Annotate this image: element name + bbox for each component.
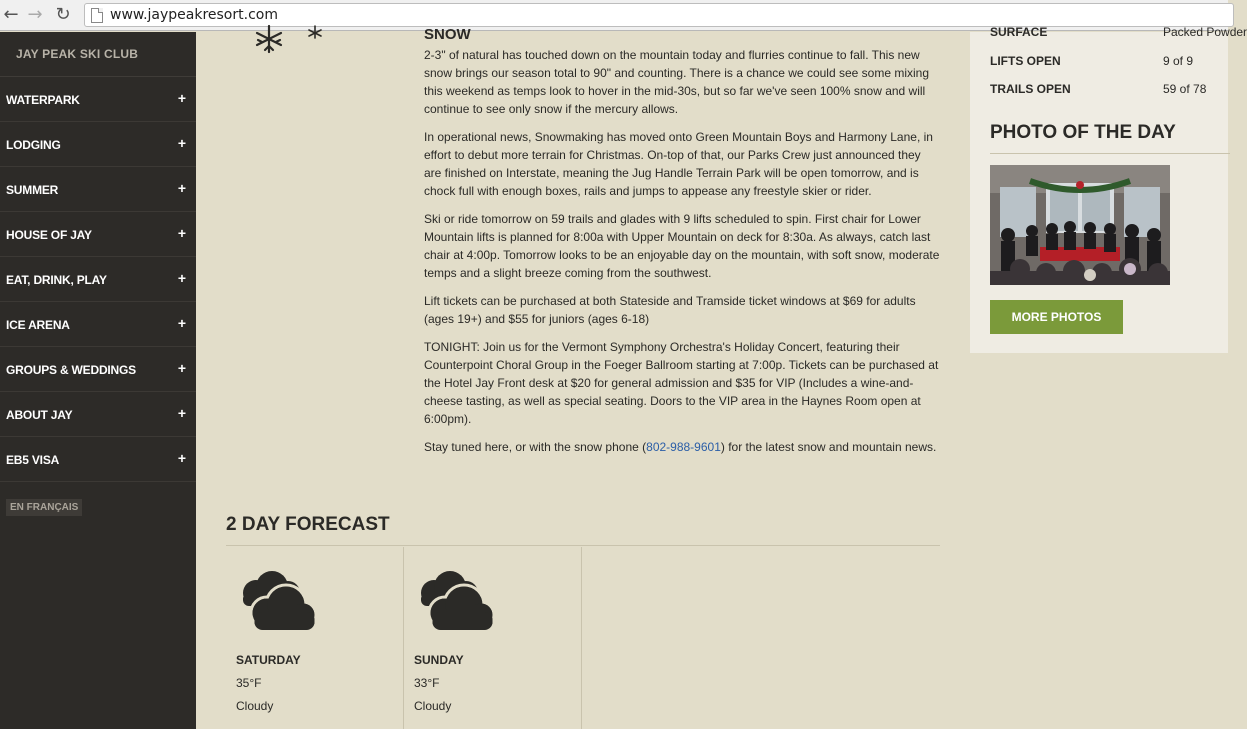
sidebar-item-label: HOUSE OF JAY bbox=[6, 228, 92, 242]
report-heading: SNOW bbox=[424, 26, 471, 43]
forecast-day-sunday bbox=[404, 547, 582, 729]
sidebar-item-ice-arena[interactable] bbox=[0, 302, 196, 347]
forecast-day-name: SATURDAY bbox=[236, 653, 301, 667]
forecast-day-saturday bbox=[226, 547, 404, 729]
sidebar-item-eat-drink-play[interactable] bbox=[0, 257, 196, 302]
sidebar-item-summer[interactable] bbox=[0, 167, 196, 212]
report-paragraph-snow-phone bbox=[424, 438, 940, 456]
sidebar-item-house-of-jay[interactable] bbox=[0, 212, 196, 257]
sidebar-item-label: ICE ARENA bbox=[6, 318, 70, 332]
expand-icon[interactable]: + bbox=[177, 270, 186, 286]
sidebar-item-lodging[interactable] bbox=[0, 122, 196, 167]
language-button[interactable]: EN FRANÇAIS bbox=[6, 499, 82, 516]
reload-icon[interactable]: ↻ bbox=[55, 4, 71, 25]
trails-label: TRAILS OPEN bbox=[990, 82, 1071, 96]
expand-icon[interactable]: + bbox=[177, 90, 186, 106]
report-paragraph: In operational news, Snowmaking has moved onto Green Mountain Boys and Harmony Lane, in effort to debut more terrain for Christmas. On-top of that, our Parks Crew just announced they are finished on Interstate, meaning the Jug Handle Terrain Park will be open tomorrow, and is chock full with enough boxes, rails and jumps to appease any freestyle skier or rider. bbox=[424, 130, 933, 198]
surface-label: SURFACE bbox=[990, 25, 1048, 39]
expand-icon[interactable]: + bbox=[177, 360, 186, 376]
forecast-temp: 35°F bbox=[236, 676, 262, 690]
sidebar-item-label: ABOUT JAY bbox=[6, 408, 73, 422]
lifts-label: LIFTS OPEN bbox=[990, 54, 1061, 68]
sidebar-item-label: EAT, DRINK, PLAY bbox=[6, 273, 107, 287]
report-text: ) for the latest snow and mountain news. bbox=[720, 440, 937, 454]
trails-value: 59 of 78 bbox=[1163, 82, 1207, 96]
trails-row bbox=[990, 82, 1230, 96]
report-text: Stay tuned here, or with the snow phone ( bbox=[424, 440, 647, 454]
page-icon bbox=[91, 8, 103, 23]
address-bar[interactable] bbox=[84, 3, 1234, 27]
ski-club-link[interactable]: JAY PEAK SKI CLUB bbox=[0, 32, 196, 77]
url-text[interactable]: www.jaypeakresort.com bbox=[110, 7, 278, 23]
report-paragraph: 2-3" of natural has touched down on the mountain today and flurries continue to fall. This new snow brings our season total to 90" and counting. There is a chance we could see some mixing this weekend as temps look to hover in the mid-30s, but so far we've seen 100% snow and will continue to see only snow if the mercury allows. bbox=[424, 48, 929, 116]
sidebar-item-about-jay[interactable] bbox=[0, 392, 196, 437]
report-paragraph: Lift tickets can be purchased at both Stateside and Tramside ticket windows at $69 for adults (ages 19+) and $55 for juniors (ages 6-18) bbox=[424, 294, 916, 326]
back-arrow-icon[interactable]: ← bbox=[3, 4, 19, 25]
sidebar-item-label: GROUPS & WEDDINGS bbox=[6, 363, 136, 377]
snow-phone-link[interactable]: 802-988-9601 bbox=[646, 440, 721, 454]
photo-of-day-title: PHOTO OF THE DAY bbox=[990, 122, 1176, 143]
divider bbox=[990, 153, 1230, 154]
forecast-temp: 33°F bbox=[414, 676, 440, 690]
cloudy-icon bbox=[234, 567, 318, 637]
sidebar-item-label: EB5 VISA bbox=[6, 453, 60, 467]
expand-icon[interactable]: + bbox=[177, 315, 186, 331]
surface-value: Packed Powder bbox=[1163, 25, 1247, 39]
photo-of-the-day[interactable] bbox=[990, 165, 1170, 285]
forecast-day-name: SUNDAY bbox=[414, 653, 464, 667]
sidebar-item-label: WATERPARK bbox=[6, 93, 80, 107]
sidebar-item-label: LODGING bbox=[6, 138, 61, 152]
expand-icon[interactable]: + bbox=[177, 450, 186, 466]
sidebar-item-groups-weddings[interactable] bbox=[0, 347, 196, 392]
sidebar-item-label: SUMMER bbox=[6, 183, 59, 197]
expand-icon[interactable]: + bbox=[177, 405, 186, 421]
report-paragraph: Ski or ride tomorrow on 59 trails and glades with 9 lifts scheduled to spin. First chair for Lower Mountain lifts is planned for 8:00a with Upper Mountain on deck for 8:30a. As always, catch last chair at 4:00p. Tomorrow looks to be an enjoyable day on the mountain, with soft snow, moderate temps and a slight breeze coming from the southwest. bbox=[424, 212, 940, 280]
more-photos-button[interactable]: MORE PHOTOS bbox=[990, 300, 1123, 334]
expand-icon[interactable]: + bbox=[177, 135, 186, 151]
sidebar-nav bbox=[0, 32, 196, 729]
surface-row bbox=[990, 25, 1247, 39]
snowflake-icon bbox=[252, 30, 332, 60]
forecast-condition: Cloudy bbox=[414, 699, 452, 713]
forecast-title: 2 DAY FORECAST bbox=[226, 514, 390, 535]
lifts-row bbox=[990, 54, 1230, 68]
conditions-panel bbox=[970, 25, 1247, 353]
snow-report bbox=[424, 46, 940, 466]
forecast-condition: Cloudy bbox=[236, 699, 274, 713]
expand-icon[interactable]: + bbox=[177, 180, 186, 196]
report-paragraph: TONIGHT: Join us for the Vermont Symphony Orchestra's Holiday Concert, featuring their Counterpoint Choral Group in the Foeger Ballroom starting at 7:00p. Tickets can be purchased at the Hotel Jay Front desk at $20 for general admission and $35 for VIP (Includes a wine-and-cheese tasting, as well as special seating. Doors to the VIP area in the Haynes Room open at 6:00pm). bbox=[424, 340, 939, 426]
expand-icon[interactable]: + bbox=[177, 225, 186, 241]
sidebar-item-eb5-visa[interactable] bbox=[0, 437, 196, 482]
sidebar-item-waterpark[interactable] bbox=[0, 77, 196, 122]
cloudy-icon bbox=[412, 567, 496, 637]
forward-arrow-icon[interactable]: → bbox=[27, 4, 43, 25]
lifts-value: 9 of 9 bbox=[1163, 54, 1194, 68]
divider bbox=[226, 545, 940, 546]
